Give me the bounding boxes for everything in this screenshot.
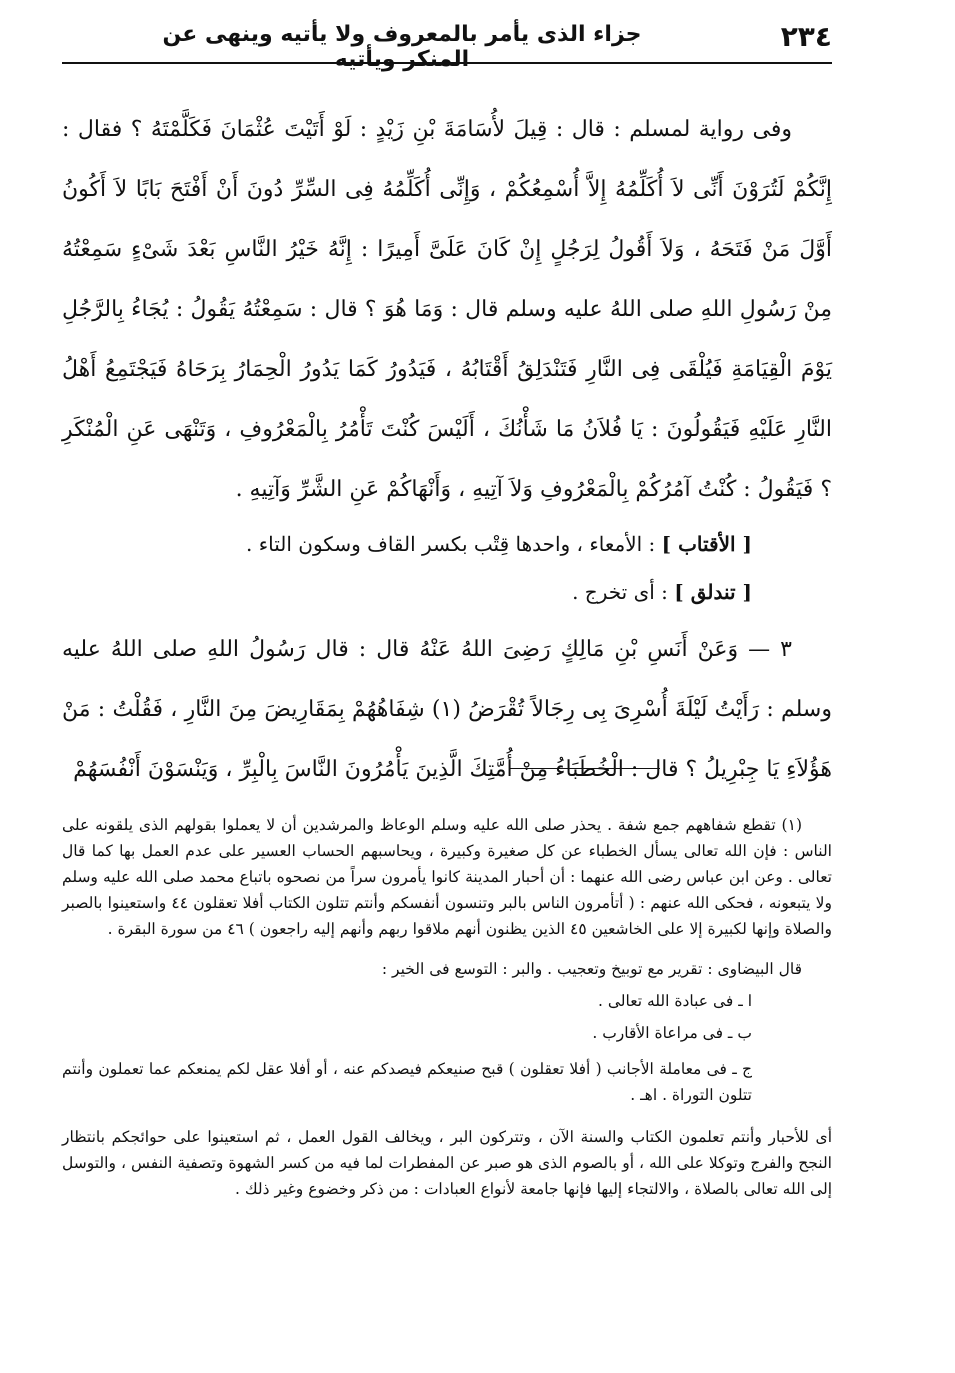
gloss-tandaliq-term: [ تندلق ] [674,580,752,604]
hadith-2-paragraph: وفى رواية لمسلم : قال : قِيلَ لأُسَامَةَ بْنِ زَيْدٍ : لَوْ أَتَيْتَ عُثْمَانَ فَكَلَّمْتَهُ ؟ فقال : إِنَّكُمْ لَتُرَوْنَ أَنِّى لاَ أُكَلِّمُهُ إِلاَّ أُسْمِعُكُمْ ، وَإِنِّى أُكَلِّمُهُ فِى السِّرِّ دُونَ أَنْ أَفْتَحَ بَابًا لاَ أَكُونُ أَوَّلَ مَنْ فَتَحَهُ ، وَلاَ أَقُولُ لِرَجُلٍ إِنْ كَانَ عَلَىَّ أَمِيرًا : إِنَّهُ خَيْرُ النَّاسِ بَعْدَ شَىْءٍ سَمِعْتُهُ مِنْ رَسُولِ اللهِ صلى اللهُ عليه وسلم قال : وَمَا هُوَ ؟ قال : سَمِعْتُهُ يَقُولُ : يُجَاءُ بِالرَّجُلِ يَوْمَ الْقِيَامَةِ فَيُلْقَى فِى النَّارِ فَتَنْدَلِقُ أَقْتَابُهُ ، فَيَدُورُ كَمَا يَدُورُ الْحِمَارُ بِرَحَاهُ فَيَجْتَمِعُ أَهْلُ النَّارِ عَلَيْهِ فَيَقُولُونَ : يَا فُلاَنُ مَا شَأْنُكَ ، أَلَيْسَ كُنْتَ تَأْمُرُ بِالْمَعْرُوفِ ، وَتَنْهَى عَنِ الْمُنْكَرِ ؟ فَيَقُولُ : كُنْتُ آمُرُكُمْ بِالْمَعْرُوفِ وَلاَ آتِيهِ ، وَأَنْهَاكُمْ عَنِ الشَّرِّ وَآتِيهِ . [62,117,832,502]
footnote-item-b: ب ـ فى مراعاة الأقارب . [592,1024,752,1042]
page-number: ٢٣٤ [780,20,832,53]
footnote-item-a: ا ـ فى عبادة الله تعالى . [598,992,752,1010]
main-text [62,100,832,800]
gloss-aqtab [62,520,832,568]
footnote-1: (١) تقطع شفاههم جمع شفة . يحذر صلى الله عليه وسلم الوعاظ والمرشدين أن لا يعملوا بقولهم الذى يلقونه على الناس : فإن الله تعالى يسأل الخطباء عن كل صغيرة وكبيرة ، ويحاسبهم الحساب العسير على عدم العمل بها كما قال تعالى . وعن ابن عباس رضى الله عنهما : أن أحبار المدينة كانوا يأمرون سراً من نصحوه باتباع محمد صلى الله عليه وسلم ولا يتبعونه ، فحكى الله عنهم : ( أتأمرون الناس بالبر وتنسون أنفسكم وأنتم تتلون الكتاب أفلا تعقلون ٤٤ واستعينوا بالصبر والصلاة وإنها لكبيرة إلا على الخاشعين ٤٥ الذين يظنون أنهم ملاقوا ربهم وأنهم إليه راجعون ) ٤٦ من سورة البقرة . [62,816,833,938]
header-rule [62,62,832,64]
page-header [62,14,832,72]
footnote-separator [510,768,660,769]
gloss-tandaliq-text: : أى تخرج . [572,580,668,604]
footnote-item-c: ج ـ فى معاملة الأجانب ( أفلا تعقلون ) قبح صنيعكم فيصدكم عنه ، أو أفلا عقل لكم يمنعكم عما تعملون وأنتم تتلون التوراة . اهـ . [62,1060,752,1104]
footnote-closing: أى للأحبار وأنتم تعلمون الكتاب والسنة الآن ، وتتركون البر ، ويخالف القول العمل ، ثم استعينوا على حوائجكم بانتظار النجح والفرج وتوكلا على الله ، أو بالصوم الذى هو صبر عن المفطرات لما فيه من كسر الشهوة وتصفية النفس ، والتوسل إلى الله تعالى بالصلاة ، والالتجاء إليها فإنها جامعة لأنواع العبادات : من ذكر وخضوع وغير ذلك . [62,1128,832,1198]
gloss-tandaliq [62,568,832,616]
hadith-3-paragraph: ٣ — وَعَنْ أَنَسِ بْنِ مَالِكٍ رَضِىَ اللهُ عَنْهُ قال : قال رَسُولُ اللهِ صلى اللهُ عليه وسلم : رَأَيْتُ لَيْلَةَ أُسْرِىَ بِى رِجَالاً تُقْرَضُ (١) شِفَاهُهُمْ بِمَقَارِيضَ مِنَ النَّارِ ، فَقُلْتُ : مَنْ هَؤُلاَءِ يَا جِبْرِيلُ ؟ قال : الْخُطَبَاءُ مِنْ أُمَّتِكَ الَّذِينَ يَأْمُرُونَ النَّاسَ بِالْبِرِّ ، وَيَنْسَوْنَ أَنْفُسَهُمْ [62,637,832,782]
footnotes [62,812,832,1202]
footnote-baydawi: قال البيضاوى : تقرير مع توبيخ وتعجيب . والبر : التوسع فى الخير : [381,960,802,978]
gloss-aqtab-term: [ الأقتاب ] [661,532,752,556]
gloss-aqtab-text: : الأمعاء ، واحدها قِتْب بكسر القاف وسكون التاء . [246,532,656,556]
running-title: جزاء الذى يأمر بالمعروف ولا يأتيه وينهى عن المنكر ويأتيه [162,22,642,72]
